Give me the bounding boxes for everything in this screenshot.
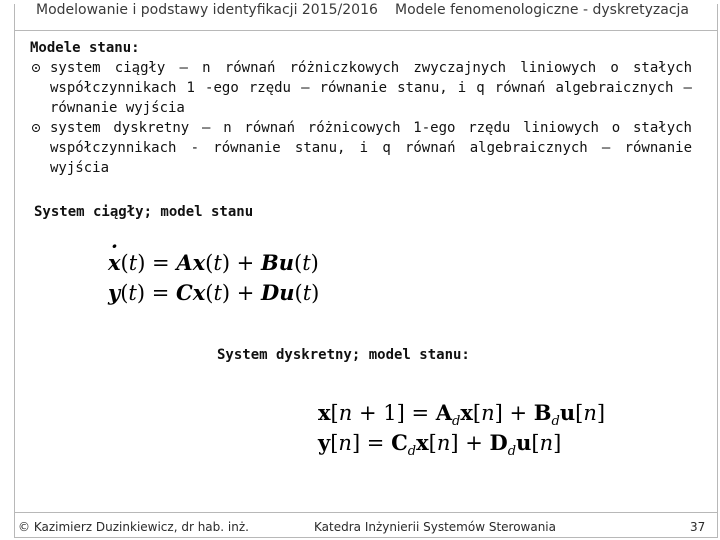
continuous-output-equation: y(t) = Cx(t) + Du(t) xyxy=(108,280,320,305)
slide-content xyxy=(30,38,692,178)
bullet-icon xyxy=(32,124,40,132)
footer-department: Katedra Inżynierii Systemów Sterowania xyxy=(314,520,556,534)
header-divider xyxy=(14,30,718,31)
header-course-title: Modelowanie i podstawy identyfikacji 2015/2016 xyxy=(36,2,378,18)
bullet-discrete xyxy=(30,118,692,178)
bullet-list xyxy=(30,58,692,178)
footer-author: © Kazimierz Duzinkiewicz, dr hab. inż. xyxy=(18,520,249,534)
bullet-text: system ciągły – n równań różniczkowych zwyczajnych liniowych o stałych współczynnikach 1 -ego rzędu – równanie stanu, i q równań algebraicznych – równanie wyjścia xyxy=(50,60,692,116)
header-section-title: Modele fenomenologiczne - dyskretyzacja xyxy=(395,2,689,18)
page-number: 37 xyxy=(690,520,706,534)
discrete-output-equation: $y[n] = C_dx[n] + D_du[n]$ xyxy=(318,430,562,459)
discrete-state-equation: $x[n + 1] = A_dx[n] + B_du[n]$ xyxy=(318,400,606,429)
bullet-icon xyxy=(32,64,40,72)
continuous-state-equation: · x(t) = Ax(t) + Bu(t) xyxy=(108,250,319,275)
bullet-continuous xyxy=(30,58,692,118)
section-heading: Modele stanu: xyxy=(30,40,140,56)
discrete-model-title: System dyskretny; model stanu: xyxy=(217,347,470,363)
bullet-text: system dyskretny – n równań różnicowych 1-ego rzędu liniowych o stałych współczynnikach - równanie stanu, i q równań algebraicznych – równanie wyjścia xyxy=(50,120,692,176)
continuous-model-title: System ciągły; model stanu xyxy=(34,204,254,220)
footer-divider xyxy=(14,512,718,513)
